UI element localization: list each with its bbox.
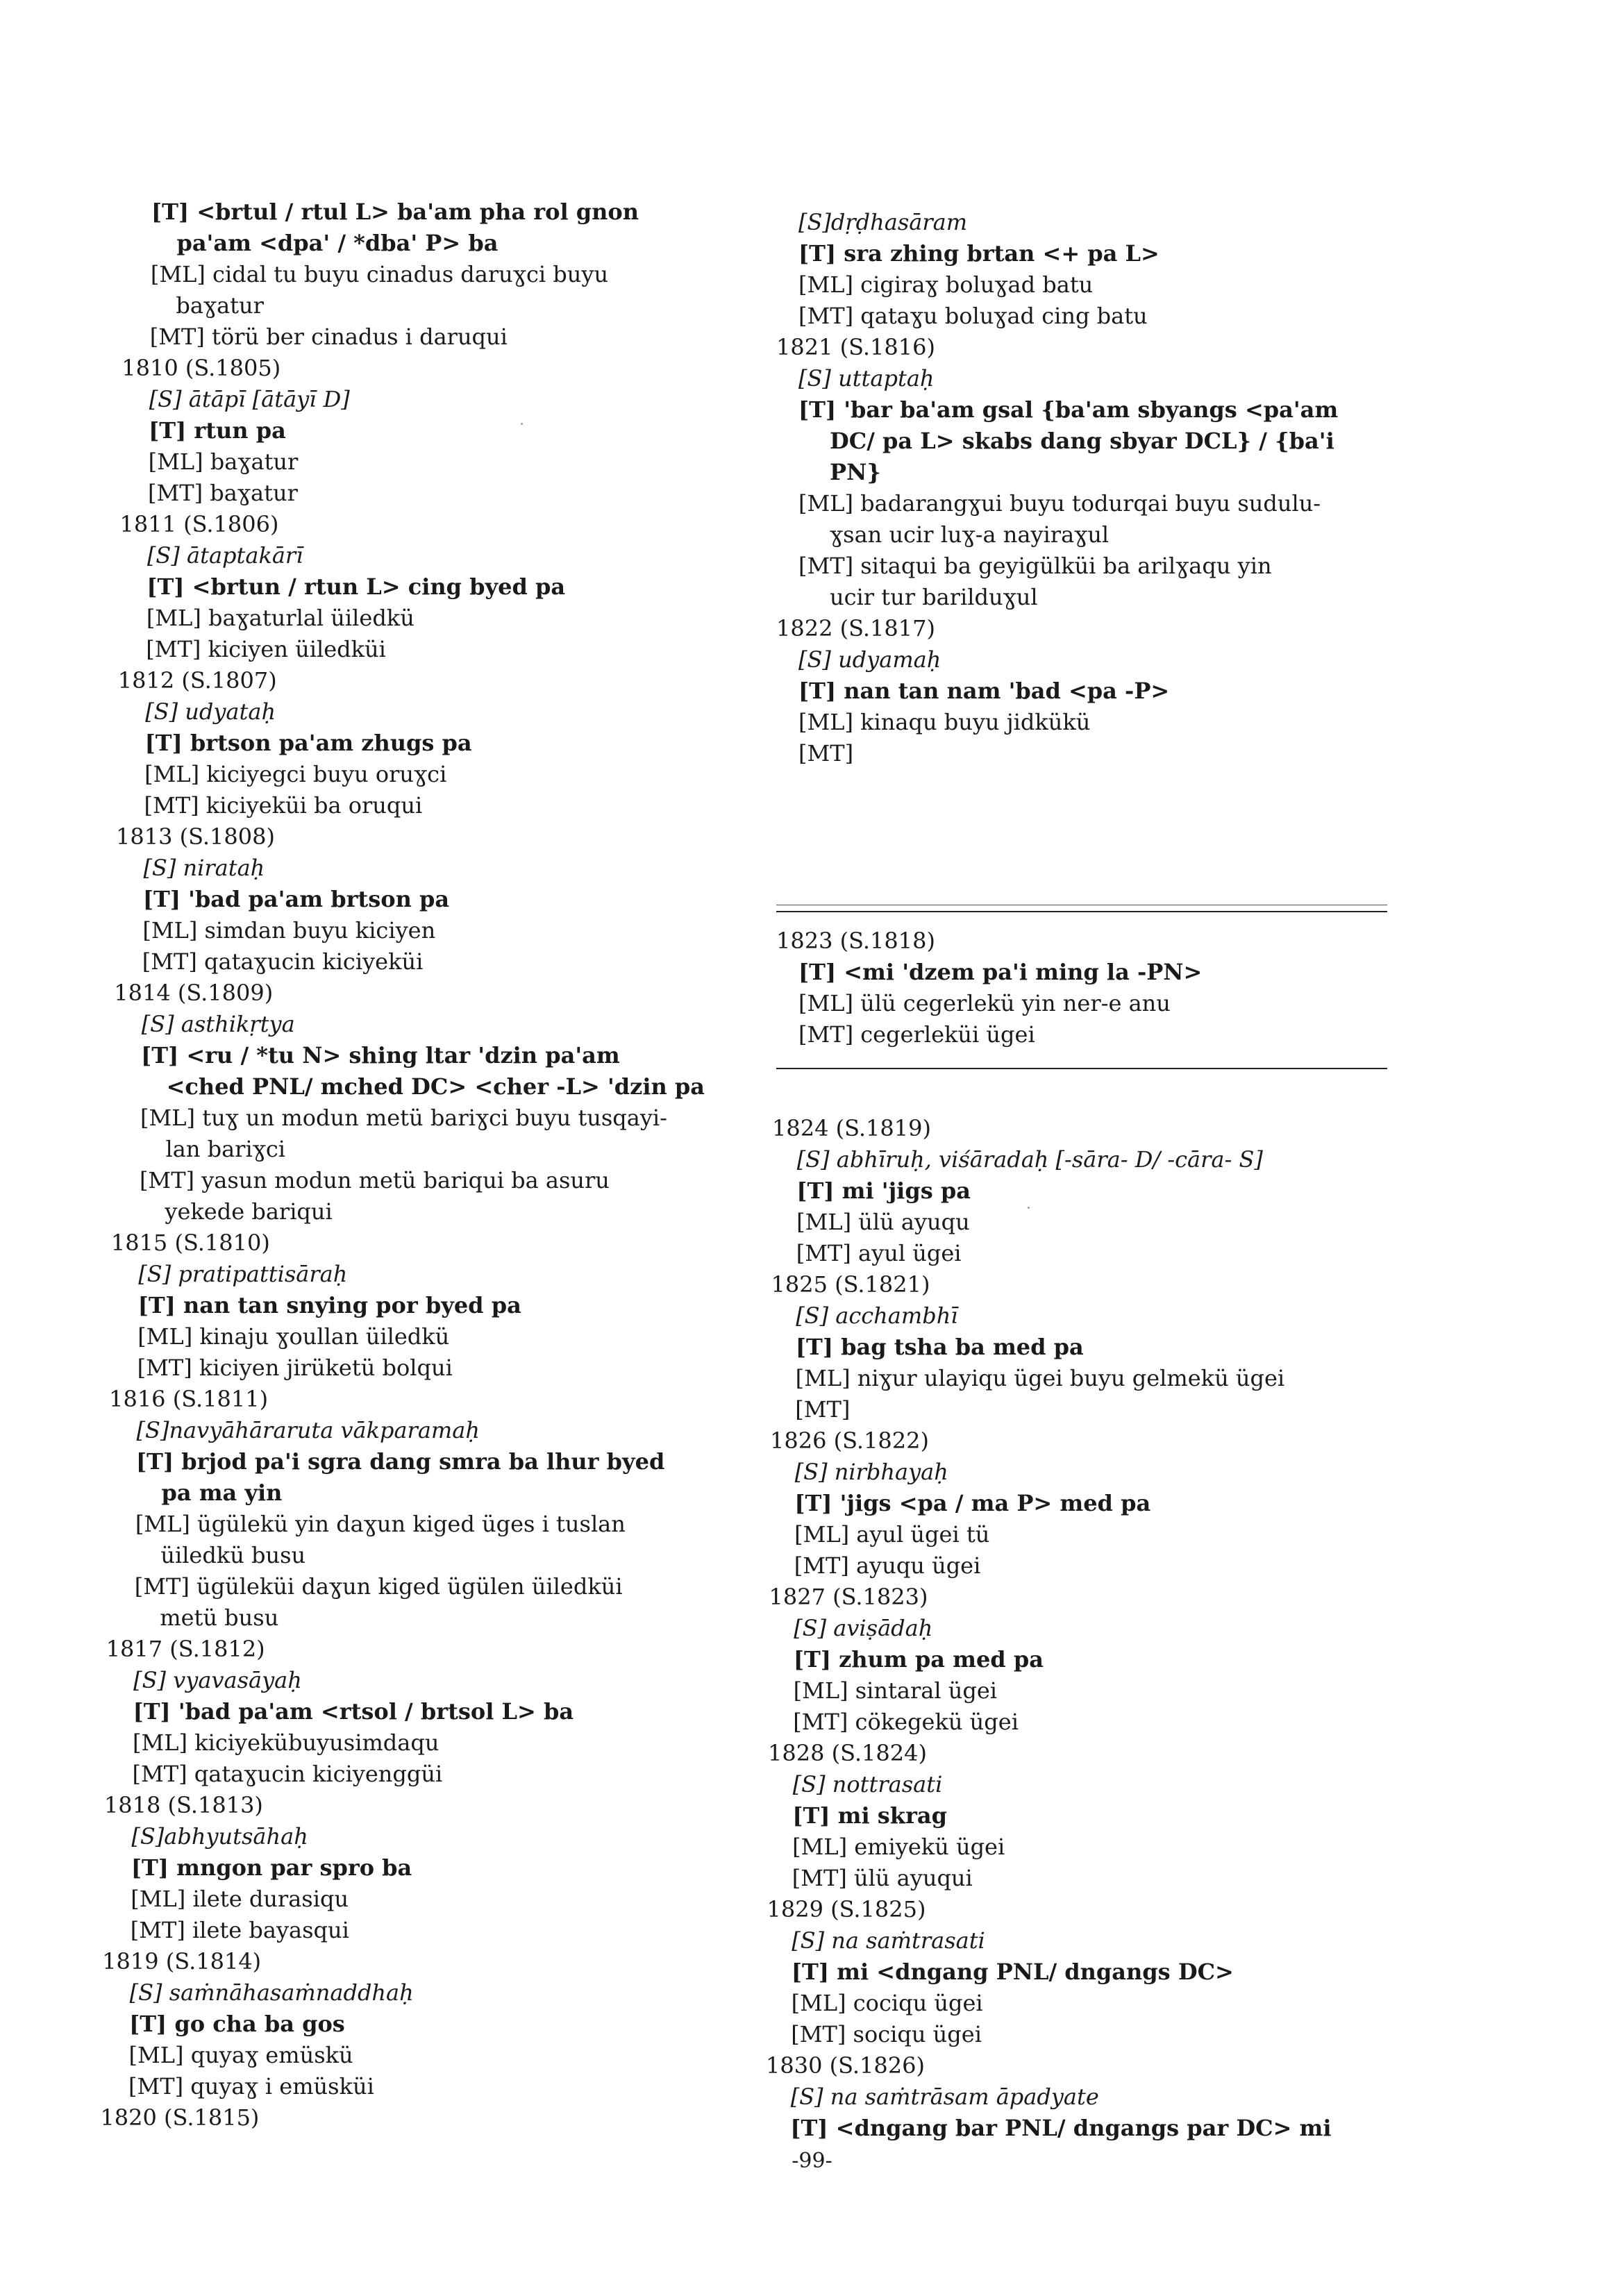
entry-line: [S] aviṣādaḥ	[794, 1615, 933, 1641]
entry-line: [T] <mi 'dzem pa'i ming la -PN>	[798, 959, 1203, 985]
entry-line: [ML] cigiraɣ boluɣad batu	[798, 271, 1094, 298]
entry-line: [T] zhum pa med pa	[793, 1646, 1044, 1673]
entry-number: 1810 (S.1805)	[122, 355, 281, 381]
entry-line: [S] uttaptaḥ	[798, 365, 935, 392]
entry-line: [S] na saṁtrāsam āpadyate	[790, 2084, 1099, 2110]
entry-line: baɣatur	[176, 292, 264, 319]
entry-line: yekede bariqui	[165, 1198, 333, 1225]
entry-number: 1829 (S.1825)	[767, 1896, 926, 1922]
entry-line: [S] acchambhī	[796, 1302, 958, 1329]
entry-number: 1819 (S.1814)	[102, 1948, 262, 1975]
entry-line: [T] sra zhing brtan <+ pa L>	[798, 240, 1160, 267]
entry-line: [S] abhīruḥ, viśāradaḥ [-sāra- D/ -cāra- S]	[796, 1146, 1263, 1173]
entry-line: [MT] kiciyen üiledküi	[146, 636, 386, 662]
entry-line: [T] go cha ba gos	[129, 2011, 345, 2037]
entry-number: 1816 (S.1811)	[109, 1386, 269, 1412]
entry-line: ɣsan ucir luɣ-a nayiraɣul	[830, 521, 1110, 548]
entry-line: [MT] qataɣu boluɣad cing batu	[798, 303, 1148, 329]
entry-number: 1824 (S.1819)	[772, 1115, 931, 1141]
scan-speck	[521, 423, 523, 425]
entry-line: [S] ātaptakārī	[147, 542, 303, 569]
entry-line: [S] ātāpī [ātāyī D]	[149, 386, 350, 412]
entry-line: [S]navyāhāraruta vākparamaḥ	[136, 1417, 480, 1443]
entry-line: [ML] simdan buyu kiciyen	[142, 917, 436, 944]
entry-line: [ML] baɣaturlal üiledkü	[146, 605, 415, 631]
entry-number: 1830 (S.1826)	[766, 2052, 925, 2079]
entry-line: [ML] quyaɣ emüskü	[128, 2042, 353, 2068]
entry-line: üiledkü busu	[160, 1542, 306, 1568]
entry-line: [S] udyamaḥ	[798, 646, 941, 673]
section-divider-lower	[776, 1068, 1387, 1069]
entry-line: [MT] sitaqui ba geyigülküi ba arilɣaqu yin	[798, 553, 1272, 579]
entry-number: 1814 (S.1809)	[114, 980, 274, 1006]
entry-line: [MT] ülü ayuqui	[792, 1865, 973, 1891]
entry-line: [MT]	[798, 740, 854, 766]
entry-line: [T] mi 'jigs pa	[796, 1178, 971, 1204]
entry-line: pa'am <dpa' / *dba' P> ba	[176, 230, 499, 256]
entry-line: [T] bag tsha ba med pa	[795, 1334, 1084, 1360]
entry-line: [S] nirataḥ	[143, 855, 265, 881]
entry-line: [S] vyavasāyaḥ	[133, 1667, 302, 1693]
entry-line: [ML] sintaral ügei	[793, 1677, 997, 1704]
entry-line: [T] mngon par spro ba	[131, 1854, 412, 1881]
entry-line: [ML] cociqu ügei	[791, 1990, 983, 2016]
entry-line: [ML] badarangɣui buyu todurqai buyu sudulu-	[798, 490, 1321, 517]
entry-line: [MT] sociqu ügei	[791, 2021, 982, 2047]
entry-line: [MT] törü ber cinadus i daruqui	[149, 324, 508, 350]
entry-line: [T] 'bad pa'am <rtsol / brtsol L> ba	[133, 1698, 574, 1725]
entry-number: 1818 (S.1813)	[103, 1792, 263, 1818]
entry-number: 1821 (S.1816)	[776, 334, 935, 360]
entry-line: lan bariɣci	[165, 1136, 286, 1162]
entry-number: 1811 (S.1806)	[119, 511, 279, 537]
entry-line: [ML] baɣatur	[148, 449, 299, 475]
entry-line: [MT] ilete bayasqui	[130, 1917, 349, 1943]
entry-line: [S] na saṁtrasati	[792, 1927, 985, 1954]
entry-number: 1828 (S.1824)	[768, 1740, 927, 1766]
entry-line: [ML] ülü cegerlekü yin ner-e anu	[798, 990, 1171, 1016]
entry-line: [S] pratipattisāraḥ	[138, 1261, 348, 1287]
entry-line: [ML] ilete durasiqu	[131, 1886, 349, 1912]
entry-line: [ML] cidal tu buyu cinadus daruɣci buyu	[150, 261, 609, 287]
entry-line: [S] udyataḥ	[145, 698, 276, 725]
entry-line: [S] nottrasati	[792, 1771, 943, 1798]
entry-line: [ML] tuɣ un modun metü bariɣci buyu tusqayi-	[140, 1105, 667, 1131]
entry-line: [ML] kinaqu buyu jidkükü	[798, 709, 1091, 735]
entry-line: [T] <ru / *tu N> shing ltar 'dzin pa'am	[141, 1042, 620, 1069]
entry-line: [T] 'bad pa'am brtson pa	[142, 886, 450, 912]
entry-line: [ML] kiciyekübuyusimdaqu	[133, 1729, 440, 1756]
entry-number: 1826 (S.1822)	[770, 1427, 929, 1454]
entry-line: [T] <dngang bar PNL/ dngangs par DC> mi	[790, 2115, 1332, 2141]
entry-line: DC/ pa L> skabs dang sbyar DCL} / {ba'i	[830, 428, 1334, 454]
entry-line: [T] brjod pa'i sgra dang smra ba lhur byed	[136, 1448, 665, 1475]
entry-line: [MT] kiciyen jirüketü bolqui	[137, 1355, 453, 1381]
entry-line: [ML] ügülekü yin daɣun kiged üges i tuslan	[135, 1511, 626, 1537]
entry-line: PN}	[830, 459, 881, 485]
entry-number: 1823 (S.1818)	[776, 928, 935, 954]
entry-line: [T] <brtul / rtul L> ba'am pha rol gnon	[151, 199, 639, 225]
entry-line: [T] nan tan nam 'bad <pa -P>	[798, 678, 1170, 704]
entry-line: [ML] ayul ügei tü	[794, 1521, 990, 1548]
entry-line: [S] asthikṛtya	[141, 1011, 295, 1037]
entry-line: [MT] qataɣucin kiciyeküi	[142, 948, 424, 975]
entry-line: [ML] kiciyegci buyu oruɣci	[144, 761, 447, 787]
entry-line: [MT] qataɣucin kiciyenggüi	[132, 1761, 443, 1787]
entry-line: [T] rtun pa	[149, 417, 286, 444]
entry-line: [S]abhyutsāhaḥ	[131, 1823, 308, 1850]
entry-line: [MT] yasun modun metü bariqui ba asuru	[139, 1167, 610, 1193]
entry-number: 1813 (S.1808)	[116, 823, 275, 850]
section-divider-upper-b	[776, 911, 1387, 912]
entry-number: 1815 (S.1810)	[110, 1230, 270, 1256]
entry-line: [ML] ülü ayuqu	[796, 1209, 970, 1235]
entry-line: pa ma yin	[161, 1480, 283, 1506]
entry-line: [ML] niɣur ulayiqu ügei buyu gelmekü ügei	[795, 1365, 1285, 1391]
entry-line: [S] saṁnāhasaṁnaddhaḥ	[129, 1979, 414, 2006]
entry-number: 1822 (S.1817)	[776, 615, 935, 642]
entry-line: [MT] cegerleküi ügei	[798, 1021, 1035, 1048]
entry-number: 1817 (S.1812)	[106, 1636, 265, 1662]
entry-line: [S]dṛḍhasāram	[798, 209, 968, 235]
entry-line: [T] mi <dngang PNL/ dngangs DC>	[791, 1959, 1234, 1985]
entry-number: 1812 (S.1807)	[117, 667, 277, 694]
entry-line: [MT]	[795, 1396, 851, 1423]
entry-line: [S] nirbhayaḥ	[794, 1459, 948, 1485]
entry-line: [T] 'bar ba'am gsal {ba'am sbyangs <pa'am	[798, 396, 1339, 423]
entry-line: metü busu	[160, 1604, 279, 1631]
entry-number: 1820 (S.1815)	[100, 2104, 260, 2131]
entry-line: [MT] ügüleküi daɣun kiged ügülen üiledküi	[134, 1573, 623, 1600]
entry-line: [T] nan tan snying por byed pa	[137, 1292, 521, 1318]
entry-line: [ML] emiyekü ügei	[792, 1834, 1005, 1860]
entry-line: <ched PNL/ mched DC> <cher -L> 'dzin pa	[166, 1073, 705, 1100]
entry-line: [MT] quyaɣ i emüsküi	[128, 2073, 374, 2100]
entry-line: [MT] cökegekü ügei	[793, 1709, 1019, 1735]
entry-line: [ML] kinaju ɣoullan üiledkü	[137, 1323, 450, 1350]
entry-line: [T] mi skrag	[792, 1802, 947, 1829]
entry-line: [T] 'jigs <pa / ma P> med pa	[794, 1490, 1151, 1516]
entry-line: [MT] baɣatur	[148, 480, 298, 506]
entry-number: 1825 (S.1821)	[771, 1271, 930, 1298]
entry-line: ucir tur barilduɣul	[830, 584, 1038, 610]
scan-speck	[1028, 1207, 1030, 1209]
entry-line: [MT] ayul ügei	[796, 1240, 962, 1266]
entry-line: [MT] kiciyeküi ba oruqui	[144, 792, 423, 819]
entry-number: 1827 (S.1823)	[769, 1584, 928, 1610]
page-number: -99-	[792, 2149, 832, 2173]
entry-line: [MT] ayuqu ügei	[794, 1552, 981, 1579]
entry-line: [T] <brtun / rtun L> cing byed pa	[147, 573, 566, 600]
entry-line: [T] brtson pa'am zhugs pa	[144, 730, 472, 756]
